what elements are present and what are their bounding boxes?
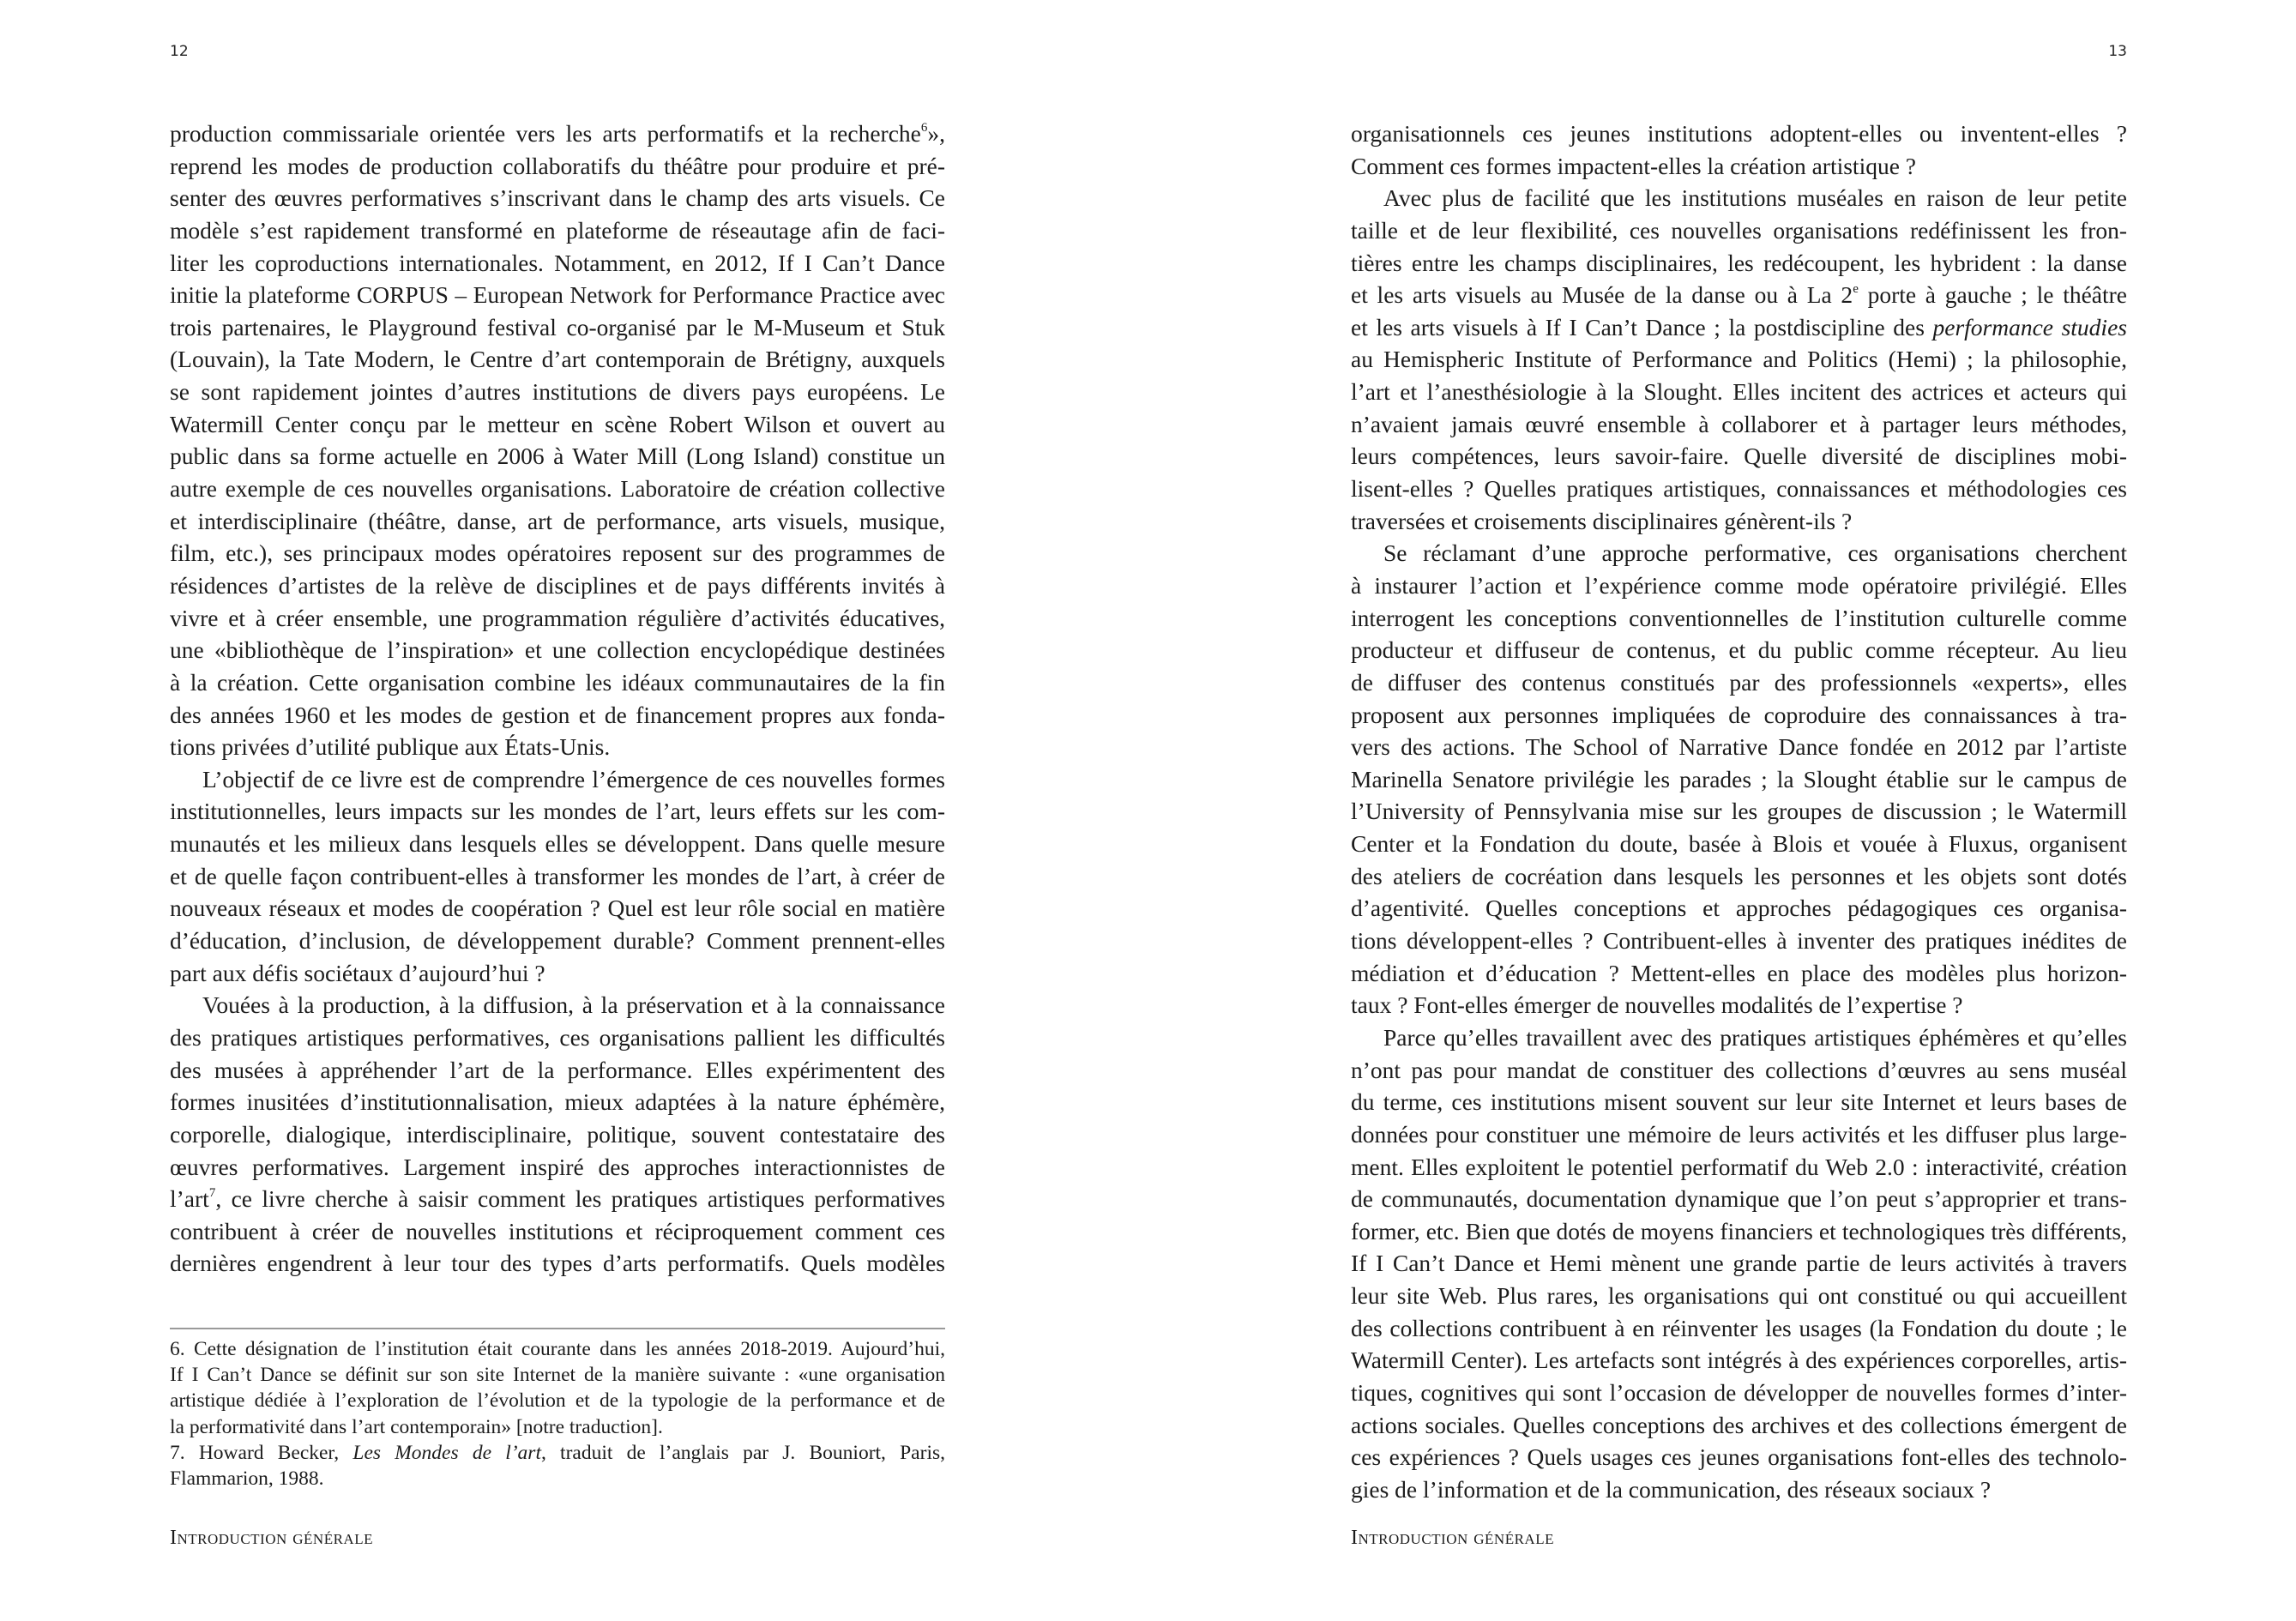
text-run: institutionnelles, leurs impacts sur les mondes de l’art, leurs effets sur les com- [170,798,945,825]
text-run: initie la plateforme CORPUS – European Network for Performance Practice avec [170,281,945,309]
body-line [170,537,945,569]
body-line [170,1118,945,1151]
body-line [1351,634,2127,666]
text-run: reprend les modes de production collaboratifs du théâtre pour produire et pré- [170,152,945,179]
body-line [1351,666,2127,699]
body-line [1351,150,2127,183]
text-run: œuvres performatives. Largement inspiré des approches interactionnistes de [170,1153,945,1180]
text-run: n’avaient jamais œuvré ensemble à collaborer et à partager leurs méthodes, [1351,410,2127,437]
text-run: ces expériences ? Quels usages ces jeunes organisations font-elles des technolo- [1351,1443,2127,1471]
body-line [1351,440,2127,473]
text-run: Marinella Senatore privilégie les parades ; la Slought établie sur le campus de [1351,765,2127,792]
body-line [1351,1473,2127,1506]
body-line [1351,279,2127,311]
left-page [170,0,945,1621]
text-run: tions privées d’utilité publique aux États-Unis. [170,733,611,761]
text-run: à la création. Cette organisation combine les idéaux communautaires de la fin [170,668,945,696]
footnote-reference[interactable]: e [1853,282,1859,297]
text-run: données pour constituer une mémoire de leurs activités et les diffuser plus large- [1351,1120,2127,1148]
body-line [170,311,945,344]
body-line [170,408,945,441]
text-run: leur site Web. Plus rares, les organisations qui ont constitué ou qui accueillent [1351,1282,2127,1310]
body-line [170,892,945,925]
text-run: des ateliers de cocréation dans lesquels les personnes et les objets sont dotés [1351,862,2127,889]
footnote-line [170,1336,945,1362]
text-run: et les arts visuels à If I Can’t Dance ; la postdiscipline des [1351,313,1933,340]
body-line [170,925,945,957]
body-line [170,763,945,796]
text-run: de communautés, documentation dynamique que l’on peut s’approprier et trans- [1351,1185,2127,1213]
text-run: organisationnels ces jeunes institutions adoptent-elles ou inventent-elles ? [1351,120,2127,147]
body-line [1351,1118,2127,1151]
body-line [1351,311,2127,344]
text-run: 6. Cette désignation de l’institution était courante dans les années 2018-2019. Aujourd’hui, [170,1338,945,1360]
text-run: dernières engendrent à leur tour des types d’arts performatifs. Quels modèles [170,1250,945,1277]
body-line [170,1021,945,1054]
footnote-line [170,1414,945,1440]
body-line [1351,1280,2127,1312]
body-line [1351,1247,2127,1280]
text-run: interrogent les conceptions conventionnelles de l’institution culturelle comme [1351,604,2127,631]
body-line [1351,828,2127,860]
text-run: munautés et les milieux dans lesquels elles se développent. Dans quelle mesure [170,830,945,858]
body-line [1351,1183,2127,1215]
footnote-reference[interactable]: 6 [920,121,928,135]
body-line [1351,1377,2127,1409]
text-run: », [927,120,945,147]
body-line [170,957,945,990]
body-line [1351,1312,2127,1345]
page-number: 12 [170,43,189,60]
text-run: 7. Howard Becker, [170,1441,353,1464]
body-line [1351,343,2127,376]
body-line [170,150,945,183]
text-run: producteur et diffuseur de contenus, et du public comme récepteur. Au lieu [1351,636,2127,664]
body-line [1351,505,2127,538]
text-run: porte à gauche ; le théâtre [1858,281,2127,309]
body-line [1351,537,2127,569]
text-run: Vouées à la production, à la diffusion, à la préservation et à la connaissance [202,991,945,1019]
text-run: modèle s’est rapidement transformé en plateforme de réseautage afin de faci- [170,216,945,244]
text-run: d’agentivité. Quelles conceptions et approches pédagogiques ces organisa- [1351,895,2127,922]
body-line [170,279,945,311]
text-run: proposent aux personnes impliquées de coproduire des connaissances à tra- [1351,701,2127,728]
text-run: trois partenaires, le Playground festival co-organisé par le M-Museum et Stuk [170,313,945,340]
text-run: senter des œuvres performatives s’inscrivant dans le champ des arts visuels. Ce [170,184,945,212]
text-run: médiation et d’éducation ? Mettent-elles en place des modèles plus horizon- [1351,959,2127,986]
text-run: public dans sa forme actuelle en 2006 à Water Mill (Long Island) constitue un [170,443,945,470]
body-line [170,118,945,150]
text-run: Avec plus de facilité que les institutions muséales en raison de leur petite [1383,184,2127,212]
body-line [1351,214,2127,247]
text-run: l’art [170,1185,209,1213]
body-line [170,1054,945,1087]
text-run: corporelle, dialogique, interdisciplinaire, politique, souvent contestataire des [170,1120,945,1148]
text-run: film, etc.), ses principaux modes opératoires reposent sur des programmes de [170,539,945,567]
text-run: tions développent-elles ? Contribuent-elles à inventer des pratiques inédites de [1351,927,2127,955]
body-line [1351,1151,2127,1184]
body-line [170,634,945,666]
text-run: If I Can’t Dance et Hemi mènent une grande partie de leurs activités à travers [1351,1250,2127,1277]
footnote-line [170,1362,945,1388]
body-line [1351,925,2127,957]
text-run: vers des actions. The School of Narrative Dance fondée en 2012 par l’artiste [1351,733,2127,761]
body-line [170,182,945,214]
body-line [170,860,945,893]
text-run: If I Can’t Dance se définit sur son site Internet de la manière suivante : «une organisation [170,1364,945,1387]
body-line [170,214,945,247]
text-run: Se réclamant d’une approche performative, ces organisations cherchent [1383,539,2127,567]
text-run: n’ont pas pour mandat de constituer des collections d’œuvres au sens muséal [1351,1056,2127,1083]
italic-run: performance studies [1932,313,2127,340]
text-run: actions sociales. Quelles conceptions des archives et des collections émergent de [1351,1411,2127,1438]
body-line [1351,602,2127,635]
text-run: Comment ces formes impactent-elles la création artistique ? [1351,152,1916,179]
text-run: leurs compétences, leurs savoir-faire. Quelle diversité de disciplines mobi- [1351,443,2127,470]
text-run: ment. Elles exploitent le potentiel performatif du Web 2.0 : interactivité, création [1351,1153,2127,1180]
body-line [170,795,945,828]
body-line [1351,1441,2127,1473]
body-line [170,1247,945,1280]
text-run: , traduit de l’anglais par J. Bouniort, Paris, [540,1441,945,1464]
text-run: production commissariale orientée vers les arts performatifs et la recherche [170,120,921,147]
text-run: Parce qu’elles travaillent avec des pratiques artistiques éphémères et qu’elles [1383,1023,2127,1051]
body-line [1351,731,2127,763]
body-line [170,1151,945,1184]
body-line [1351,699,2127,732]
body-line [1351,408,2127,441]
text-run: et les arts visuels au Musée de la danse ou à La 2 [1351,281,1853,309]
text-run: du terme, ces institutions misent souvent sur leur site Internet et leurs bases de [1351,1088,2127,1116]
text-run: au Hemispheric Institute of Performance and Politics (Hemi) ; la philosophie, [1351,346,2127,373]
running-footer: Introduction générale [1351,1527,1554,1549]
right-page [1351,0,2127,1621]
text-run: à instaurer l’action et l’expérience comme mode opératoire privilégié. Elles [1351,571,2127,599]
body-line [170,989,945,1021]
text-run: tières entre les champs disciplinaires, les redécoupent, les hybrident : la danse [1351,249,2127,276]
body-line [170,731,945,763]
page-number: 13 [2108,43,2127,60]
body-line [1351,795,2127,828]
text-run: Center et la Fondation du doute, basée à Blois et vouée à Fluxus, organisent [1351,830,2127,858]
body-line [170,699,945,732]
body-line [170,473,945,505]
body-line [170,343,945,376]
body-line [1351,1054,2127,1087]
footnote-line [170,1466,945,1491]
text-run: nouveaux réseaux et modes de coopération ? Quel est leur rôle social en matière [170,895,945,922]
body-line [1351,182,2127,214]
footnote-rule [170,1328,945,1329]
body-line [1351,1086,2127,1118]
body-line [1351,989,2127,1021]
body-line [170,376,945,408]
body-line [1351,1409,2127,1442]
body-line [1351,1215,2127,1248]
body-line [1351,1021,2127,1054]
footnote-reference[interactable]: 7 [208,1186,216,1201]
body-line [1351,763,2127,796]
body-line [1351,860,2127,893]
text-run: traversées et croisements disciplinaires génèrent-ils ? [1351,507,1853,534]
text-run: contribuent à créer de nouvelles institutions et réciproquement comment ces [170,1217,945,1244]
text-run: taille et de leur flexibilité, ces nouvelles organisations redéfinissent les fron- [1351,216,2127,244]
body-line [170,440,945,473]
text-run: et de quelle façon contribuent-elles à transformer les mondes de l’art, à créer de [170,862,945,889]
footnotes [170,1336,945,1491]
body-line [170,666,945,699]
text-run: se sont rapidement jointes d’autres institutions de divers pays européens. Le [170,378,945,406]
text-run: des musées à appréhender l’art de la performance. Elles expérimentent des [170,1056,945,1083]
body-line [170,828,945,860]
text-run: taux ? Font-elles émerger de nouvelles modalités de l’expertise ? [1351,991,1963,1019]
body-text [170,118,945,1280]
text-run: Watermill Center conçu par le metteur en scène Robert Wilson et ouvert au [170,410,945,437]
text-run: de diffuser des contenus constitués par des professionnels «experts», elles [1351,668,2127,696]
text-run: la performativité dans l’art contemporain» [notre traduction]. [170,1415,663,1438]
text-run: l’University of Pennsylvania mise sur les groupes de discussion ; le Watermill [1351,798,2127,825]
body-line [1351,569,2127,602]
text-run: formes inusitées d’institutionnalisation, mieux adaptées à la nature éphémère, [170,1088,945,1116]
running-footer: Introduction générale [170,1527,373,1549]
italic-run: Les Mondes de l’art [353,1441,541,1464]
text-run: tiques, cognitives qui sont l’occasion de développer de nouvelles formes d’inter- [1351,1378,2127,1406]
body-line [1351,1344,2127,1377]
text-run: une «bibliothèque de l’inspiration» et une collection encyclopédique destinées [170,636,945,664]
text-run: lisent-elles ? Quelles pratiques artistiques, connaissances et méthodologies ces [1351,475,2127,503]
text-run: vivre et à créer ensemble, une programmation régulière d’activités éducatives, [170,604,945,631]
body-line [170,569,945,602]
body-text [1351,118,2127,1506]
footnote-line [170,1388,945,1413]
text-run: l’art et l’anesthésiologie à la Slought. Elles incitent des actrices et acteurs qui [1351,378,2127,406]
text-run: liter les coproductions internationales. Notamment, en 2012, If I Can’t Dance [170,249,945,276]
body-line [170,1183,945,1215]
text-run: des pratiques artistiques performatives, ces organisations pallient les difficultés [170,1023,945,1051]
text-run: artistique dédiée à l’exploration de l’évolution et de la typologie de la performance et de [170,1389,945,1413]
text-run: Flammarion, 1988. [170,1467,324,1490]
body-line [170,1215,945,1248]
body-line [170,247,945,280]
footnote-line [170,1440,945,1466]
body-line [1351,247,2127,280]
text-run: des années 1960 et les modes de gestion et de financement propres aux fonda- [170,701,945,728]
text-run: part aux défis sociétaux d’aujourd’hui ? [170,959,545,986]
text-run: et interdisciplinaire (théâtre, danse, art de performance, arts visuels, musique, [170,507,945,534]
text-run: gies de l’information et de la communication, des réseaux sociaux ? [1351,1475,1992,1503]
body-line [1351,118,2127,150]
text-run: , ce livre cherche à saisir comment les pratiques artistiques performatives [215,1185,945,1213]
text-run: Watermill Center). Les artefacts sont intégrés à des expériences corporelles, artis- [1351,1347,2127,1374]
text-run: d’éducation, d’inclusion, de développement durable? Comment prennent-elles [170,927,945,955]
body-line [170,505,945,538]
body-line [1351,957,2127,990]
text-run: L’objectif de ce livre est de comprendre l’émergence de ces nouvelles formes [202,765,945,792]
text-run: former, etc. Bien que dotés de moyens financiers et technologiques très différents, [1351,1217,2127,1244]
text-run: des collections contribuent à en réinventer les usages (la Fondation du doute ; le [1351,1314,2127,1341]
body-line [1351,376,2127,408]
text-run: (Louvain), la Tate Modern, le Centre d’art contemporain de Brétigny, auxquels [170,346,945,373]
body-line [170,1086,945,1118]
body-line [170,602,945,635]
text-run: résidences d’artistes de la relève de disciplines et de pays différents invités à [170,571,945,599]
text-run: autre exemple de ces nouvelles organisations. Laboratoire de création collective [170,475,945,503]
body-line [1351,473,2127,505]
body-line [1351,892,2127,925]
